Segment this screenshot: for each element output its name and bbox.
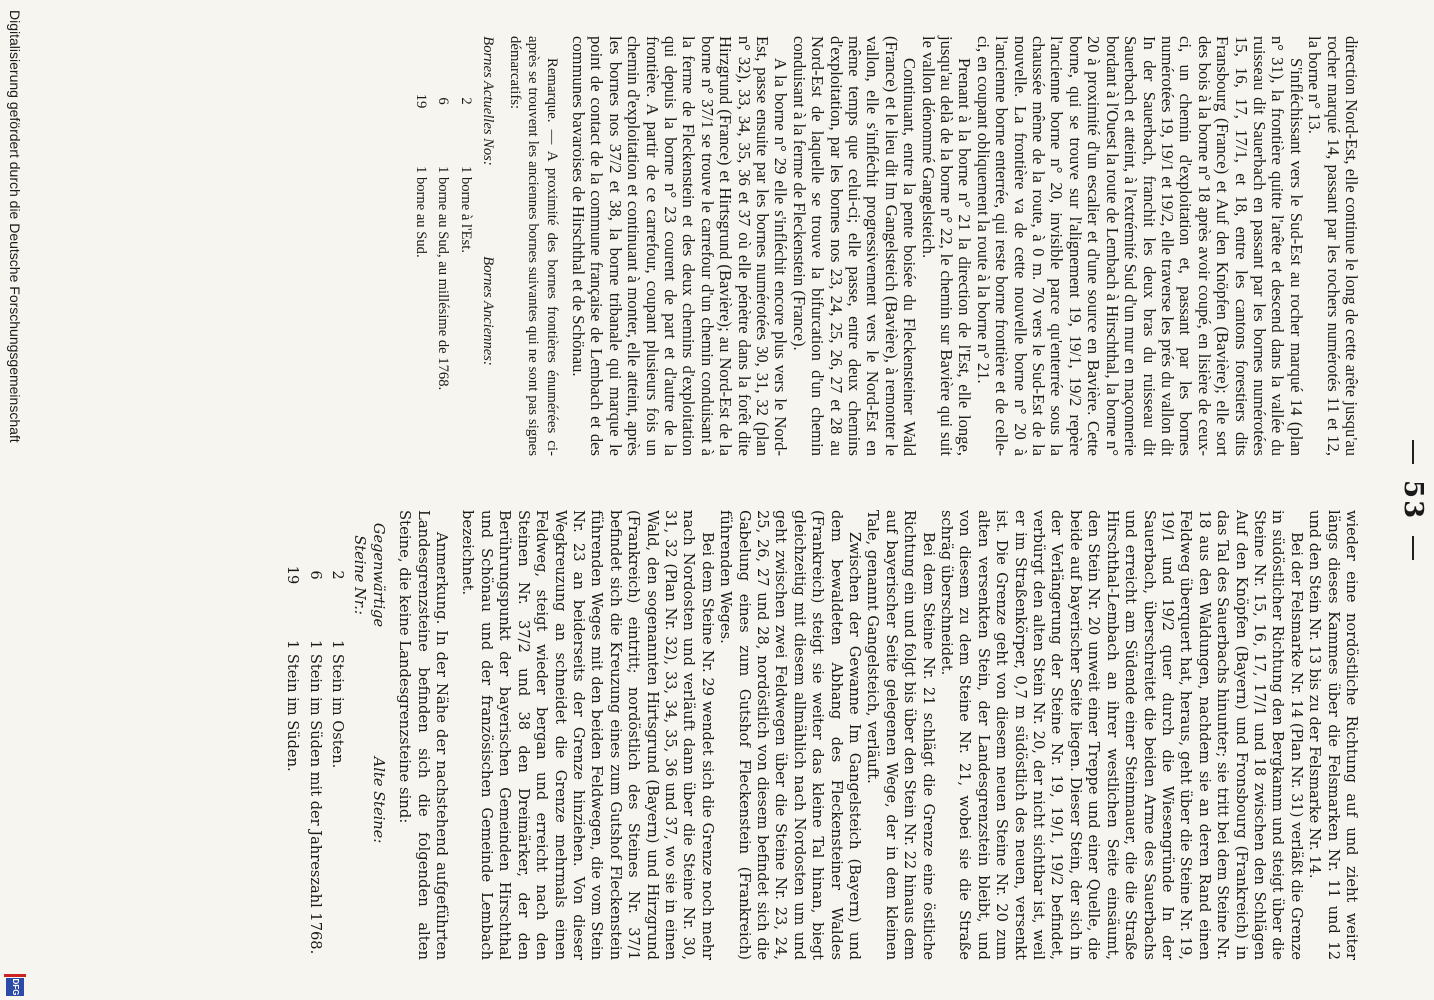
fr-row-1-desc: 1 borne à l'Est. — [457, 166, 474, 253]
de-row-1-desc: 1 Stein im Osten. — [329, 640, 347, 769]
fr-row-2-desc: 1 borne au Sud, au millésime de 1768. — [435, 166, 452, 391]
fr-paragraph-1: direction Nord-Est, elle continue le long de cette arête jusqu'au rocher marqué 14, passant par les rochers numérotés 11 et 12, la borne n° 13. — [1305, 36, 1361, 456]
fr-paragraph-4: Continuant, entre la pente boisée du Fleckensteiner Wald (France) et le lieu dit Im Gangelsteich (Bavière), à remonter le vallon, elle s'infléchit progressivement vers le Nord-Est en même temps que celui-ci; elle passe, entre deux chemins d'exploitation, par les bornes nos 23, 24, 25, 26, 27 et 28 au Nord-Est de laquelle se trouve la bifurcation d'un chemin conduisant à la ferme de Fleckenstein (France). — [789, 36, 920, 456]
de-paragraph-3: Bei dem Steine Nr. 21 schlägt die Grenze eine östliche Richtung ein und folgt bis über den Stein Nr. 22 hinaus dem auf bayerischer Seite gelegenen Wege, der in dem kleinen Tale, genannt Gangelsteich, verläuft. — [864, 510, 937, 960]
de-remark: Anmerkung. In der Nähe der nachstehend aufgeführten Landesgrenzsteine befinden sich die folgenden alten Steine, die keine Landesgrenzsteine sind: — [396, 510, 451, 960]
dfg-logo: DFG — [6, 978, 24, 996]
page-number: 53 — [1398, 480, 1428, 521]
de-row-3-desc: 1 Stein im Süden. — [284, 640, 302, 772]
fr-row-3-num: 19 — [413, 93, 430, 109]
dfg-logo-bar — [4, 974, 26, 977]
de-row-2-desc: 1 Stein im Süden mit der Jahreszahl 1768. — [306, 640, 324, 955]
de-table-head-right: Alte Steine: — [369, 756, 387, 844]
fr-remark: Remarque. — A proximité des bornes frontières énumérées ci-après se trouvent les anciennes bornes suivantes qui ne sont pas signes démarcatifs: — [506, 36, 560, 456]
fr-row-2-num: 6 — [435, 97, 452, 105]
french-column — [412, 36, 1360, 456]
fr-table-head-left: Bornes Actuelles Nos: — [480, 36, 497, 166]
fr-table-head-right: Bornes Anciennes: — [480, 256, 497, 366]
de-row-2-num: 6 — [306, 570, 324, 580]
de-paragraph-2: Bei der Felsmarke Nr. 14 (Plan Nr. 31) verläßt die Grenze in südöstlicher Richtung den Bergkamm und steigt über die Steine Nr. 15, 16, 17, 17/1 und 18 zwischen den Schlägen Auf den Knöpfen (Bayern) und Fronsbourg (Frankreich) in das Tal des Sauerbachs hinunter; sie tritt bei dem Steine Nr. 18 aus den Waldungen, nachdem sie an deren Rand einen Feldweg überquert hat, heraus, geht über die Steine Nr. 19, 19/1 und 19/2 quer durch die Wiesengründe In der Sauerbach, überschreitet die beiden Arme des Sauerbachs und erreicht am Südende einer Steinmauer, die die Straße Hirschthal-Lembach an ihrer westlichen Seite einsäumt, den Stein Nr. 20 unweit einer Treppe und einer Quelle, die beide auf bayerischer Seite liegen. Dieser Stein, der sich in der Verlängerung der Steine Nr. 19, 19/1, 19/2 befindet, verbürgt den alten Stein Nr. 20, der nicht sichtbar ist, weil er im Straßenkörper, 0,7 m südöstlich des neuen, versenkt ist. Die Grenze geht von diesem neuen Steine Nr. 20 zum alten versenkten Stein, der Landesgrenzstein bleibt, und von diesem zu dem Steine Nr. 21, wobei sie die Straße schräg überschneidet. — [938, 510, 1305, 960]
fr-paragraph-3: Prenant à la borne n° 21 la direction de l'Est, elle longe, jusqu'au delà de la borne n° 22, le chemin sur Bavière qui suit le vallon dénommé Gangelsteich. — [918, 36, 975, 456]
fr-paragraph-5: A la borne n° 29 elle s'infléchit encore plus vers le Nord-Est, passe ensuite par les bornes numérotées 30, 31, 32 (plan n° 32), 33, 34, 35, 36 et 37 où elle pénètre dans la forêt dite Hirzgrund (France) et Hirtsgrund (Bavière); au Nord-Est de la borne n° 37/1 se trouve le carrefour d'un chemin conduisant à la ferme de Fleckenstein et des deux chemins d'exploitation qui depuis la borne n° 23 courent de part et d'autre de la frontière. A partir de ce carrefour, coupant plusieurs fois un chemin d'exploitation et continuant à monter, elle atteint, après les bornes nos 37/2 et 38, la borne tribanale qui marque le point de contact de la commune française de Lembach et des communes bavaroises de Hirschthal et de Schönau. — [568, 36, 791, 456]
fr-borne-table — [412, 36, 498, 456]
de-paragraph-5: Bei dem Steine Nr. 29 wendet sich die Grenze noch mehr nach Nordosten und verläuft dann über die Steine Nr. 30, 31, 32 (Plan Nr. 32), 33, 34, 35, 36 und 37, wo sie in einen Wald, den sogenannten Hirtsgrund (Bayern) und Hirzgrund (Frankreich) eintritt; nordöstlich des Steines Nr. 37/1 befindet sich die Kreuzung eines zum Gutshof Fleckenstein führenden Weges mit den beiden Feldwegen, die vom Stein Nr. 23 an beiderseits der Grenze hinziehen. Von dieser Wegkreuzung an schneidet die Grenze mehrmals einen Feldweg, steigt wieder bergan und erreicht nach den Steinen Nr. 37/2 und 38 den Dreimärker, der den Berührungspunkt der bayerischen Gemeinden Hirschthal und Schönau und der französischen Gemeinde Lembach bezeichnet. — [459, 510, 716, 960]
de-paragraph-1: wieder eine nordöstliche Richtung auf und zieht weiter längs dieses Kammes über die Felsmarken Nr. 11 und 12 und den Stein Nr. 13 bis zu der Felsmarke Nr. 14. — [1306, 510, 1360, 960]
header-dash-right — [1412, 536, 1414, 560]
de-row-1-num: 2 — [329, 570, 347, 580]
footer-credit: Digitalisierung gefördert durch die Deutsche Forschungsgemeinschaft — [7, 10, 23, 443]
de-table-head-left: Gegenwärtige Steine Nr.: — [351, 522, 387, 628]
page-header — [1354, 0, 1434, 1000]
de-stone-table — [283, 510, 387, 960]
de-paragraph-4: Zwischen der Gewanne Im Gangelsteich (Bayern) und dem bewaldeten Abhang des Fleckensteiner Waldes (Frankreich) steigt sie weiter das kleine Tal hinan, biegt gleichzeitig mit diesem allmählich nach Nordosten um und geht zwischen zwei Feldwegen über die Steine Nr. 23, 24, 25, 26, 27 und 28, nordöstlich von diesem befindet sich die Gabelung eines zum Gutshof Fleckenstein (Frankreich) führenden Weges. — [717, 510, 864, 960]
de-row-3-num: 19 — [284, 565, 302, 585]
fr-row-1-num: 2 — [457, 97, 474, 105]
fr-row-3-desc: 1 borne au Sud. — [413, 166, 430, 258]
fr-paragraph-2: S'infléchissant vers le Sud-Est au rocher marqué 14 (plan n° 31), la frontière quitte l'arête et descend dans la vallée du ruisseau dit Sauerbach en passant par les bornes numérotées 15, 16, 17, 17/1, et 18, entre les cantons forestiers dits Fransbourg (France) et Auf den Knöpfen (Bavière); elle sort des bois à la borne n° 18 après avoir coupé, en lisière de ceux-ci, un chemin d'exploitation et, passant par les bornes numérotées 19, 19/1 et 19/2, elle traverse les prés du vallon dit In der Sauerbach, franchit les deux bras du ruisseau dit Sauerbach et atteint, à l'extrémité Sud d'un mur en maçonnerie bordant à l'Ouest la route de Lembach à Hirschthal, la borne n° 20 à proximité d'un escalier et d'une source en Bavière. Cette borne, qui se trouve sur l'alignement 19, 19/1, 19/2 repère l'ancienne borne n° 20, invisible parce qu'enterrée sous la chaussée même de la route, à 0 m. 70 vers le Sud-Est de la nouvelle. La frontière va de cette nouvelle borne n° 20 à l'ancienne borne enterrée, qui reste borne frontière et de celle-ci, en coupant obliquement la route à la borne n° 21. — [973, 36, 1306, 456]
header-dash-left — [1412, 440, 1414, 464]
digitization-footer — [0, 0, 28, 1000]
german-column — [283, 510, 1360, 960]
